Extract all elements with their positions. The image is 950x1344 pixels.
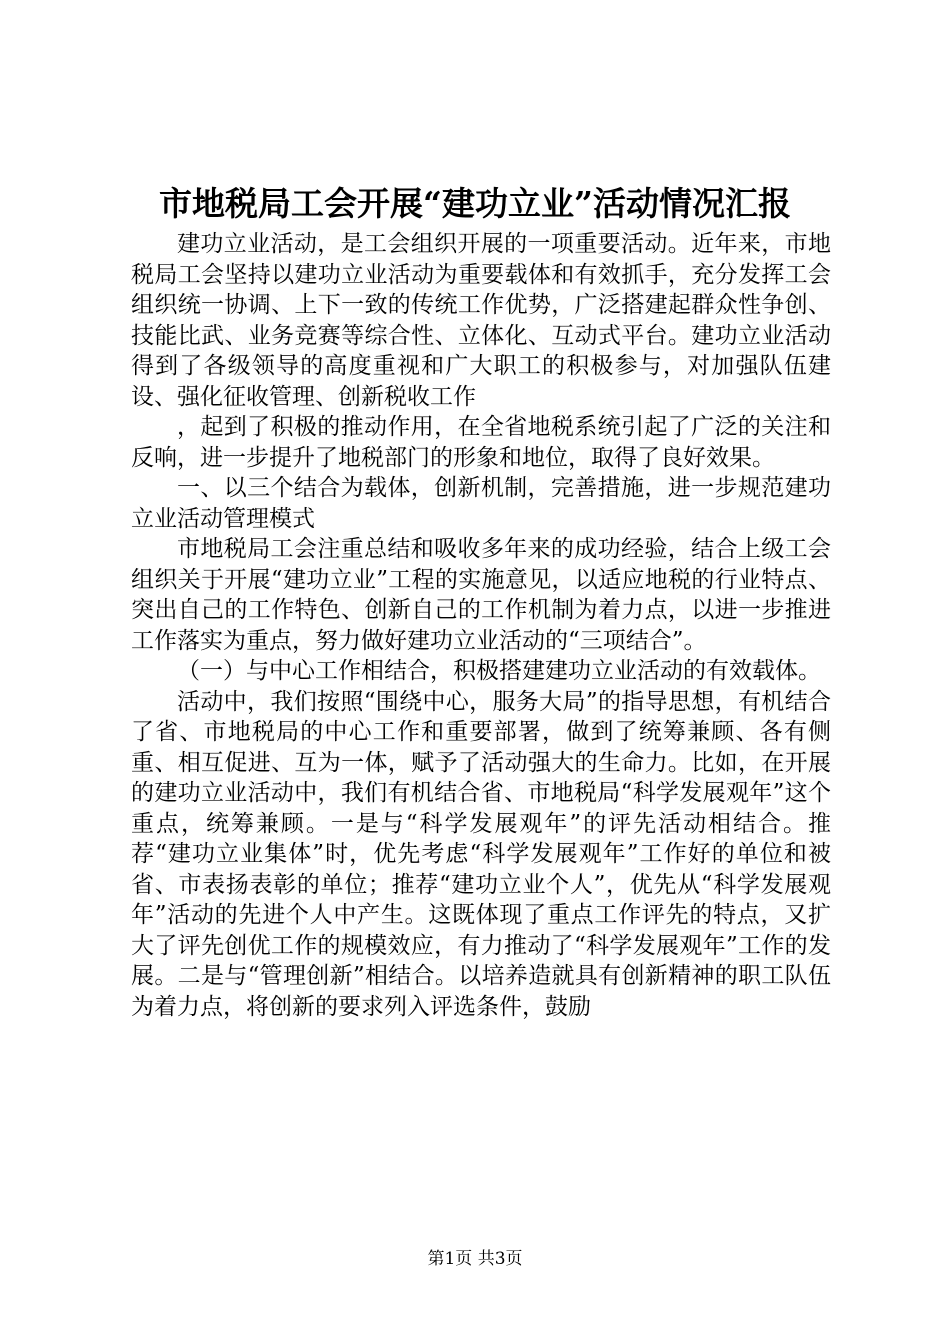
- section-heading-1: 一、以三个结合为载体，创新机制，完善措施，进一步规范建功立业活动管理模式: [131, 475, 831, 532]
- paragraph-intro: 建功立业活动，是工会组织开展的一项重要活动。近年来，市地税局工会坚持以建功立业活动为重要载体和有效抓手，充分发挥工会组织统一协调、上下一致的传统工作优势，广泛搭建起群众性争创、技能比武、业务竞赛等综合性、立体化、互动式平台。建功立业活动得到了各级领导的高度重视和广大职工的积极参与，对加强队伍建设、强化征收管理、创新税收工作: [131, 231, 831, 410]
- document-title: 市地税局工会开展“建功立业”活动情况汇报: [159, 184, 791, 223]
- page-footer: 第1页 共3页: [427, 1249, 523, 1269]
- paragraph-subsection-1: 活动中，我们按照“围绕中心，服务大局”的指导思想，有机结合了省、市地税局的中心工作和重要部署，做到了统筹兼顾、各有侧重、相互促进、互为一体，赋予了活动强大的生命力。比如，在开展的建功立业活动中，我们有机结合省、市地税局“科学发展观年”这个重点，统筹兼顾。一是与“科学发展观年”的评先活动相结合。推荐“建功立业集体”时，优先考虑“科学发展观年”工作好的单位和被省、市表扬表彰的单位；推荐“建功立业个人”，优先从“科学发展观年”活动的先进个人中产生。这既体现了重点工作评先的特点，又扩大了评先创优工作的规模效应，有力推动了“科学发展观年”工作的发展。二是与“管理创新”相结合。以培养造就具有创新精神的职工队伍为着力点，将创新的要求列入评选条件，鼓励: [131, 688, 831, 1020]
- document-body: [131, 229, 831, 1022]
- paragraph-section-1: 市地税局工会注重总结和吸收多年来的成功经验，结合上级工会组织关于开展“建功立业”工程的实施意见，以适应地税的行业特点、突出自己的工作特色、创新自己的工作机制为着力点，以进一步推进工作落实为重点，努力做好建功立业活动的“三项结合”。: [131, 536, 831, 654]
- subsection-heading-1: （一）与中心工作相结合，积极搭建建功立业活动的有效载体。: [177, 658, 821, 684]
- paragraph-intro-continued: ，起到了积极的推动作用，在全省地税系统引起了广泛的关注和反响，进一步提升了地税部门的形象和地位，取得了良好效果。: [131, 414, 831, 471]
